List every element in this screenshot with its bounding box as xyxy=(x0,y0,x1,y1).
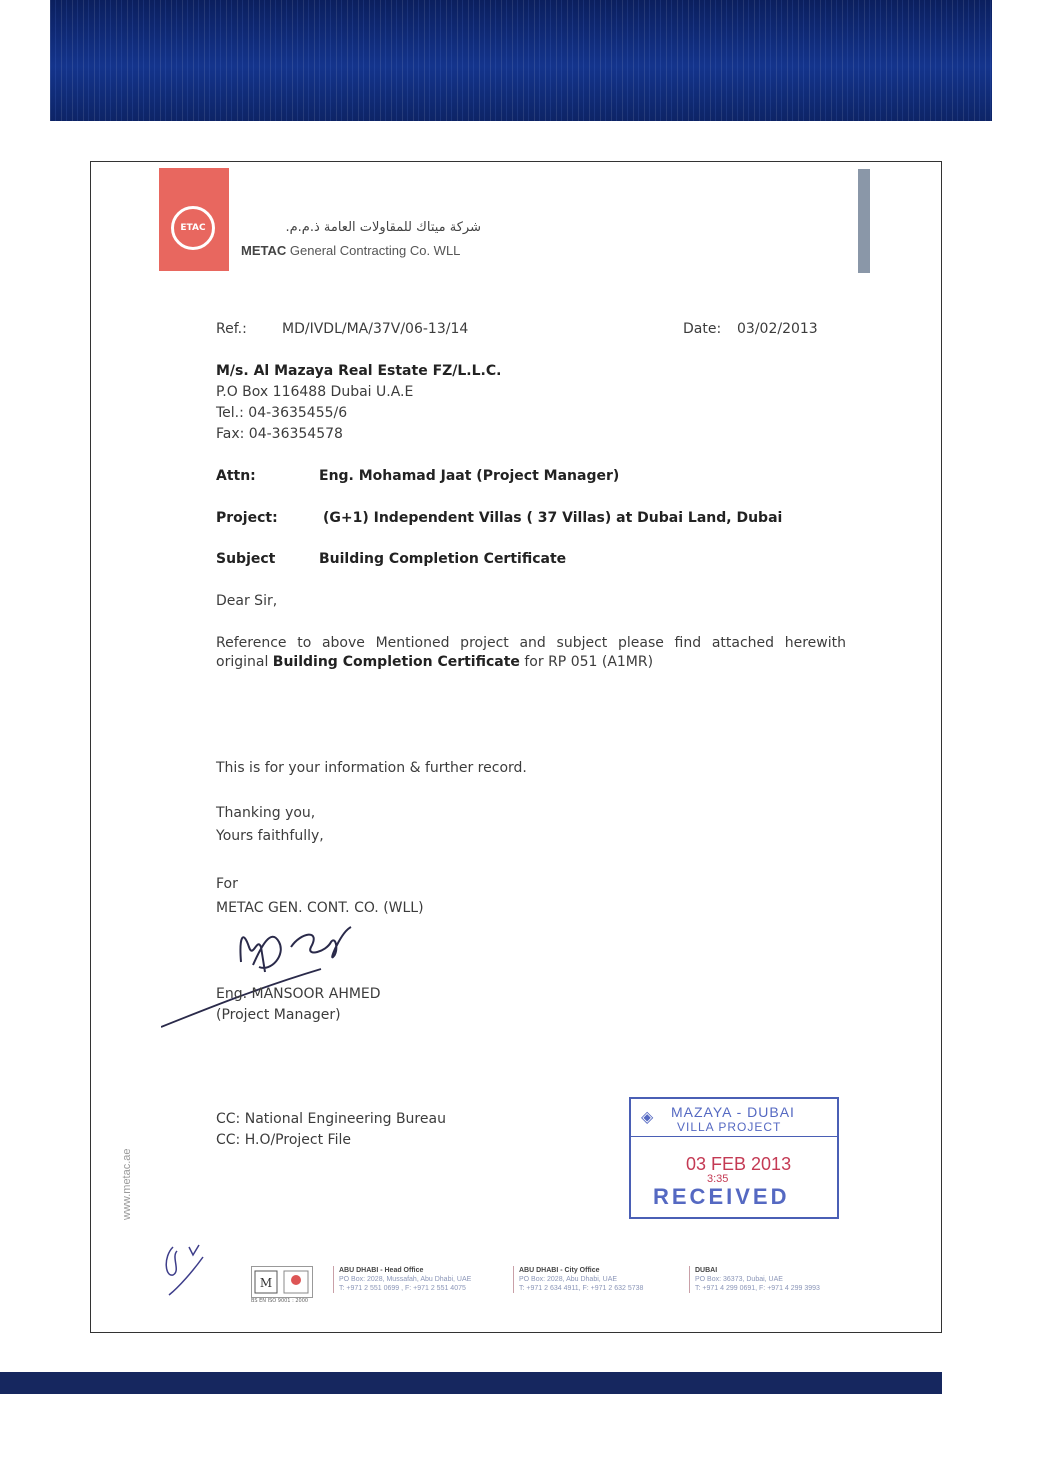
office-line-1: PO Box: 2028, Mussafah, Abu Dhabi, UAE xyxy=(339,1276,472,1283)
mazaya-logo-icon: ◈ xyxy=(641,1107,654,1126)
office-title: DUBAI xyxy=(695,1267,718,1274)
company-name-arabic: شركة ميتاك للمقاولات العامة ذ.م.م. xyxy=(285,220,481,235)
scan-edge-strip xyxy=(858,169,870,273)
ref-value: MD/IVDL/MA/37V/06-13/14 xyxy=(282,321,469,337)
signoff-title: (Project Manager) xyxy=(216,1007,341,1023)
attn-value: Eng. Mohamad Jaat (Project Manager) xyxy=(319,468,620,484)
recipient-tel: Tel.: 04-3635455/6 xyxy=(216,405,348,421)
date-label: Date: xyxy=(683,321,722,337)
closing-thanks: Thanking you, xyxy=(216,805,316,821)
company-name-rest: General Contracting Co. WLL xyxy=(289,243,461,258)
company-name-bold: METAC xyxy=(241,243,287,258)
office-title: ABU DHABI - City Office xyxy=(519,1267,600,1274)
project-value: (G+1) Independent Villas ( 37 Villas) at Dubai Land, Dubai xyxy=(323,510,783,526)
office-line-1: PO Box: 36373, Dubai, UAE xyxy=(695,1276,783,1283)
recipient-fax: Fax: 04-36354578 xyxy=(216,426,343,442)
subject-label: Subject xyxy=(216,551,276,567)
attn-label: Attn: xyxy=(216,468,256,484)
office-line-2: T: +971 4 299 0691, F: +971 4 299 3993 xyxy=(695,1285,820,1292)
top-banner xyxy=(50,0,992,121)
date-value: 03/02/2013 xyxy=(737,321,818,337)
company-logo xyxy=(159,168,229,271)
recipient-address: P.O Box 116488 Dubai U.A.E xyxy=(216,384,414,400)
salutation: Dear Sir, xyxy=(216,593,278,609)
company-name-english xyxy=(241,243,460,258)
office-line-2: T: +971 2 551 0699 , F: +971 2 551 4075 xyxy=(339,1285,466,1292)
body-line-2-pre: original xyxy=(216,654,273,670)
stamp-date: 03 FEB 2013 xyxy=(686,1154,792,1174)
office-line-2: T: +971 2 634 4911, F: +971 2 632 5738 xyxy=(519,1285,644,1292)
stamp-received: RECEIVED xyxy=(653,1184,790,1209)
footer-office-city xyxy=(513,1266,643,1293)
svg-text:M: M xyxy=(259,1276,273,1290)
office-line-1: PO Box: 2028, Abu Dhabi, UAE xyxy=(519,1276,618,1283)
office-title: ABU DHABI - Head Office xyxy=(339,1267,424,1274)
closing-yours: Yours faithfully, xyxy=(216,828,324,844)
info-line: This is for your information & further record. xyxy=(216,760,527,776)
certification-logos xyxy=(251,1266,313,1298)
logo-text: ETAC xyxy=(180,223,206,233)
body-line-2-post: for RP 051 (A1MR) xyxy=(519,654,654,670)
recipient-name: M/s. Al Mazaya Real Estate FZ/L.L.C. xyxy=(216,363,502,379)
bottom-banner xyxy=(0,1372,942,1394)
ref-label: Ref.: xyxy=(216,321,247,337)
footer-office-head xyxy=(333,1266,471,1293)
subject-value: Building Completion Certificate xyxy=(319,551,567,567)
stamp-divider xyxy=(631,1136,837,1137)
body-line-1: Reference to above Mentioned project and subject please find attached herewith xyxy=(216,635,846,651)
project-label: Project: xyxy=(216,510,278,526)
logo-circle-icon xyxy=(171,206,215,250)
body-line-2-bold: Building Completion Certificate xyxy=(272,654,520,670)
stamp-line-2: VILLA PROJECT xyxy=(677,1120,782,1134)
signoff-name: Eng. MANSOOR AHMED xyxy=(216,986,381,1002)
signoff-for: For xyxy=(216,876,238,892)
initials-mark xyxy=(159,1237,209,1297)
stamp-time: 3:35 xyxy=(707,1173,729,1185)
body-line-2 xyxy=(216,654,653,670)
received-stamp xyxy=(629,1097,839,1219)
cert-caption: BS EN ISO 9001 : 2000 xyxy=(251,1298,309,1304)
footer-url: www.metac.ae xyxy=(121,1148,133,1220)
stamp-line-1: MAZAYA - DUBAI xyxy=(671,1104,795,1120)
cc-line-1: CC: National Engineering Bureau xyxy=(216,1111,446,1127)
letter-page xyxy=(90,161,942,1333)
cc-line-2: CC: H.O/Project File xyxy=(216,1132,351,1148)
signoff-company: METAC GEN. CONT. CO. (WLL) xyxy=(216,900,424,916)
footer-office-dubai xyxy=(689,1266,820,1293)
